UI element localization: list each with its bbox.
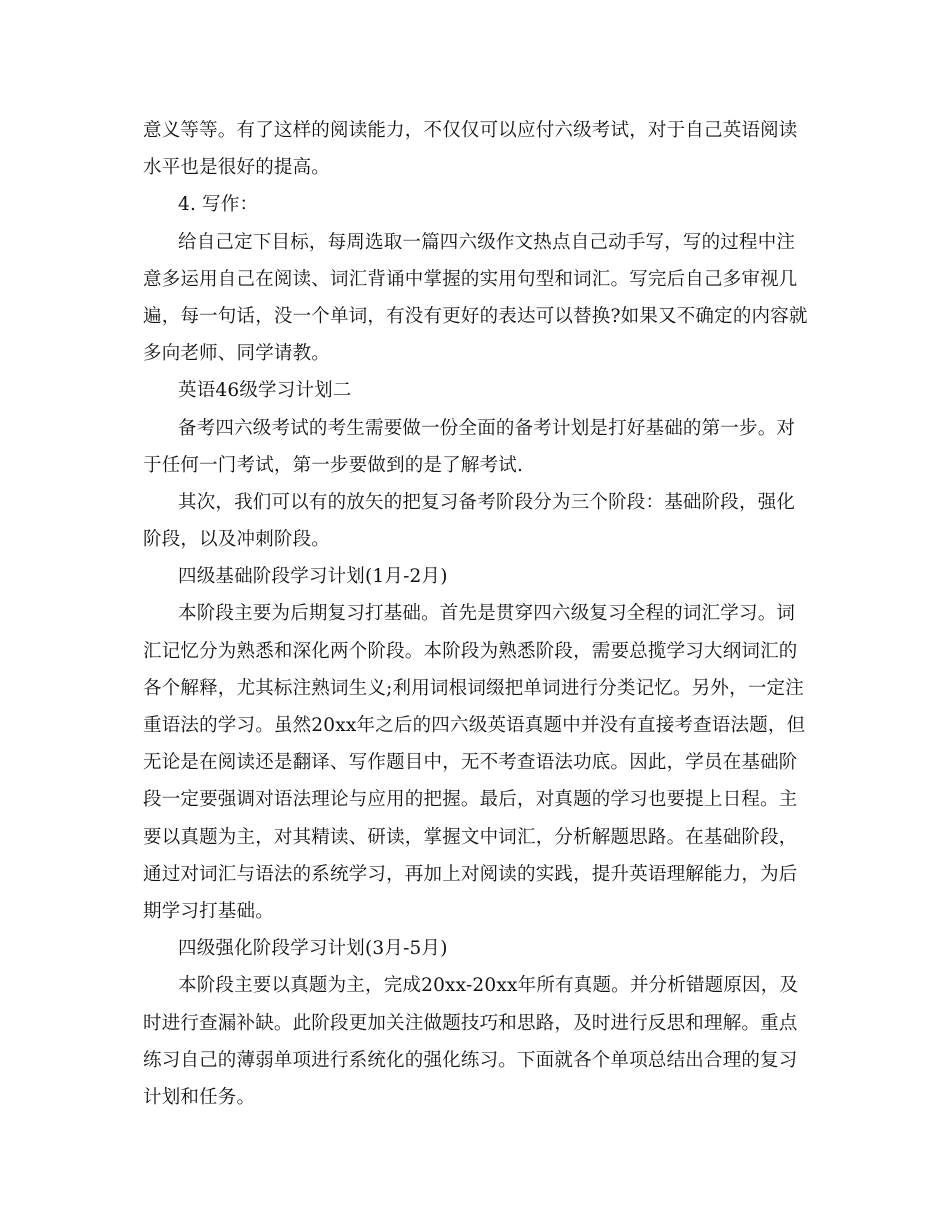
document-body: [143, 112, 808, 1116]
text-line: 无论是在阅读还是翻译、写作题目中，无不考查语法功底。因此，学员在基础阶: [143, 752, 798, 774]
text-line: 于任何一门考试，第一步要做到的是了解考试.: [143, 454, 524, 476]
text-line: 计划和任务。: [143, 1086, 256, 1108]
text-line: 要以真题为主，对其精读、研读，掌握文中词汇，分析解题思路。在基础阶段，: [143, 826, 798, 848]
text-line: 其次，我们可以有的放矢的把复习备考阶段分为三个阶段：基础阶段，强化: [178, 491, 796, 513]
text-line: 阶段，以及冲刺阶段。: [143, 529, 331, 551]
text-line: 段一定要强调对语法理论与应用的把握。最后，对真题的学习也要提上日程。主: [143, 789, 798, 811]
text-line: 本阶段主要为后期复习打基础。首先是贯穿四六级复习全程的词汇学习。词: [178, 603, 796, 625]
text-line: 多向老师、同学请教。: [143, 343, 331, 365]
text-line: 通过对词汇与语法的系统学习，再加上对阅读的实践，提升英语理解能力，为后: [143, 863, 798, 885]
text-line: 英语46级学习计划二: [178, 380, 352, 402]
text-line: 四级基础阶段学习计划(1月-2月): [178, 566, 448, 588]
text-line: 备考四六级考试的考生需要做一份全面的备考计划是打好基础的第一步。对: [178, 417, 796, 439]
text-line: 本阶段主要以真题为主，完成20xx-20xx年所有真题。并分析错题原因，及: [178, 975, 799, 997]
text-line: 遍，每一句话，没一个单词，有没有更好的表达可以替换?如果又不确定的内容就: [143, 305, 808, 327]
text-line: 汇记忆分为熟悉和深化两个阶段。本阶段为熟悉阶段，需要总揽学习大纲词汇的: [143, 640, 798, 662]
text-line: 四级强化阶段学习计划(3月-5月): [178, 938, 448, 960]
text-line: 意多运用自己在阅读、词汇背诵中掌握的实用句型和词汇。写完后自己多审视几: [143, 268, 798, 290]
text-line: 期学习打基础。: [143, 900, 274, 922]
text-line: 各个解释，尤其标注熟词生义;利用词根词缀把单词进行分类记忆。另外，一定注: [143, 677, 804, 699]
text-line: 给自己定下目标，每周选取一篇四六级作文热点自己动手写，写的过程中注: [178, 231, 796, 253]
text-line: 4. 写作：: [178, 194, 259, 216]
text-line: 重语法的学习。虽然20xx年之后的四六级英语真题中并没有直接考查语法题，但: [143, 715, 806, 736]
text-line: 意义等等。有了这样的阅读能力，不仅仅可以应付六级考试，对于自己英语阅读: [143, 120, 798, 141]
text-line: 时进行查漏补缺。此阶段更加关注做题技巧和思路，及时进行反思和理解。重点: [143, 1012, 798, 1034]
text-line: 练习自己的薄弱单项进行系统化的强化练习。下面就各个单项总结出合理的复习: [143, 1049, 798, 1071]
text-line: 水平也是很好的提高。: [143, 157, 331, 179]
